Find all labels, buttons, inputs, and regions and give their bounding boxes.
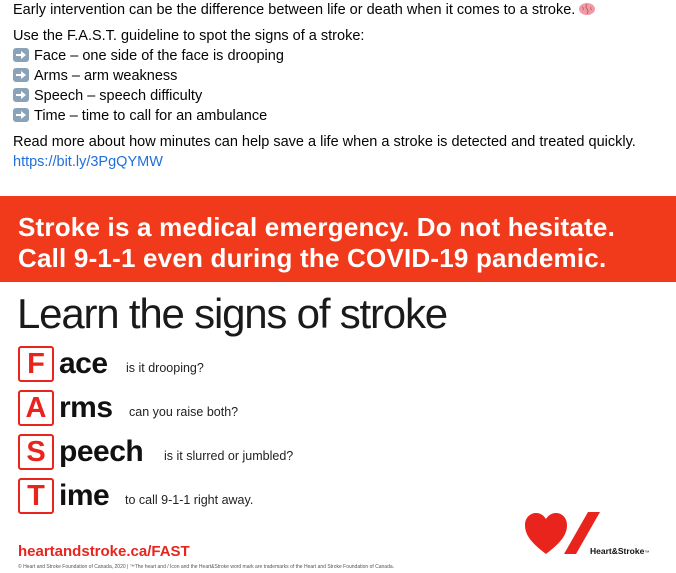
banner-line-1: Stroke is a medical emergency. Do not hesitate. (18, 212, 616, 242)
post-read-more: Read more about how minutes can help save a life when a stroke is detected and treated quickly. (13, 134, 636, 150)
fast-hint: is it drooping? (126, 361, 204, 375)
right-arrow-icon (13, 108, 29, 122)
emergency-banner (0, 196, 676, 282)
fast-letter-box: A (18, 390, 54, 426)
post-guideline: Use the F.A.S.T. guideline to spot the signs of a stroke: (13, 28, 365, 44)
right-arrow-icon (13, 48, 29, 62)
list-item: Speech – speech difficulty (13, 86, 673, 106)
right-arrow-icon (13, 68, 29, 82)
fast-hint: is it slurred or jumbled? (164, 449, 294, 463)
logo-wordmark: Heart&Stroke™ (590, 546, 650, 556)
post-intro: Early intervention can be the difference between life or death when it comes to a stroke. (13, 0, 673, 20)
list-item: Arms – arm weakness (13, 66, 673, 86)
fast-hint: to call 9-1-1 right away. (125, 493, 254, 507)
fast-word: ime (59, 479, 110, 512)
banner-line-2: Call 9-1-1 even during the COVID-19 pandemic. (18, 243, 607, 273)
image-title: Learn the signs of stroke (17, 290, 447, 337)
fast-hint: can you raise both? (129, 405, 239, 419)
fast-word: rms (59, 391, 113, 424)
fast-letter-box: F (18, 346, 54, 382)
right-arrow-icon (13, 88, 29, 102)
heartandstroke-url: heartandstroke.ca/FAST (18, 543, 190, 560)
brain-icon (578, 2, 596, 16)
post-link[interactable]: https://bit.ly/3PgQYMW (13, 154, 163, 170)
post-image[interactable] (0, 188, 676, 573)
legal-notice: © Heart and Stroke Foundation of Canada, 2020 | ™The heart and / Icon and the Heart&Stroke word mark are trademarks of the Heart and Stroke Foundation of Canada. (18, 564, 395, 570)
post-text (13, 0, 673, 172)
list-item: Time – time to call for an ambulance (13, 106, 673, 126)
fast-word: ace (59, 347, 108, 380)
fast-word: peech (59, 435, 144, 468)
list-item: Face – one side of the face is drooping (13, 46, 673, 66)
fast-letter-box: T (18, 478, 54, 514)
fast-letter-box: S (18, 434, 54, 470)
